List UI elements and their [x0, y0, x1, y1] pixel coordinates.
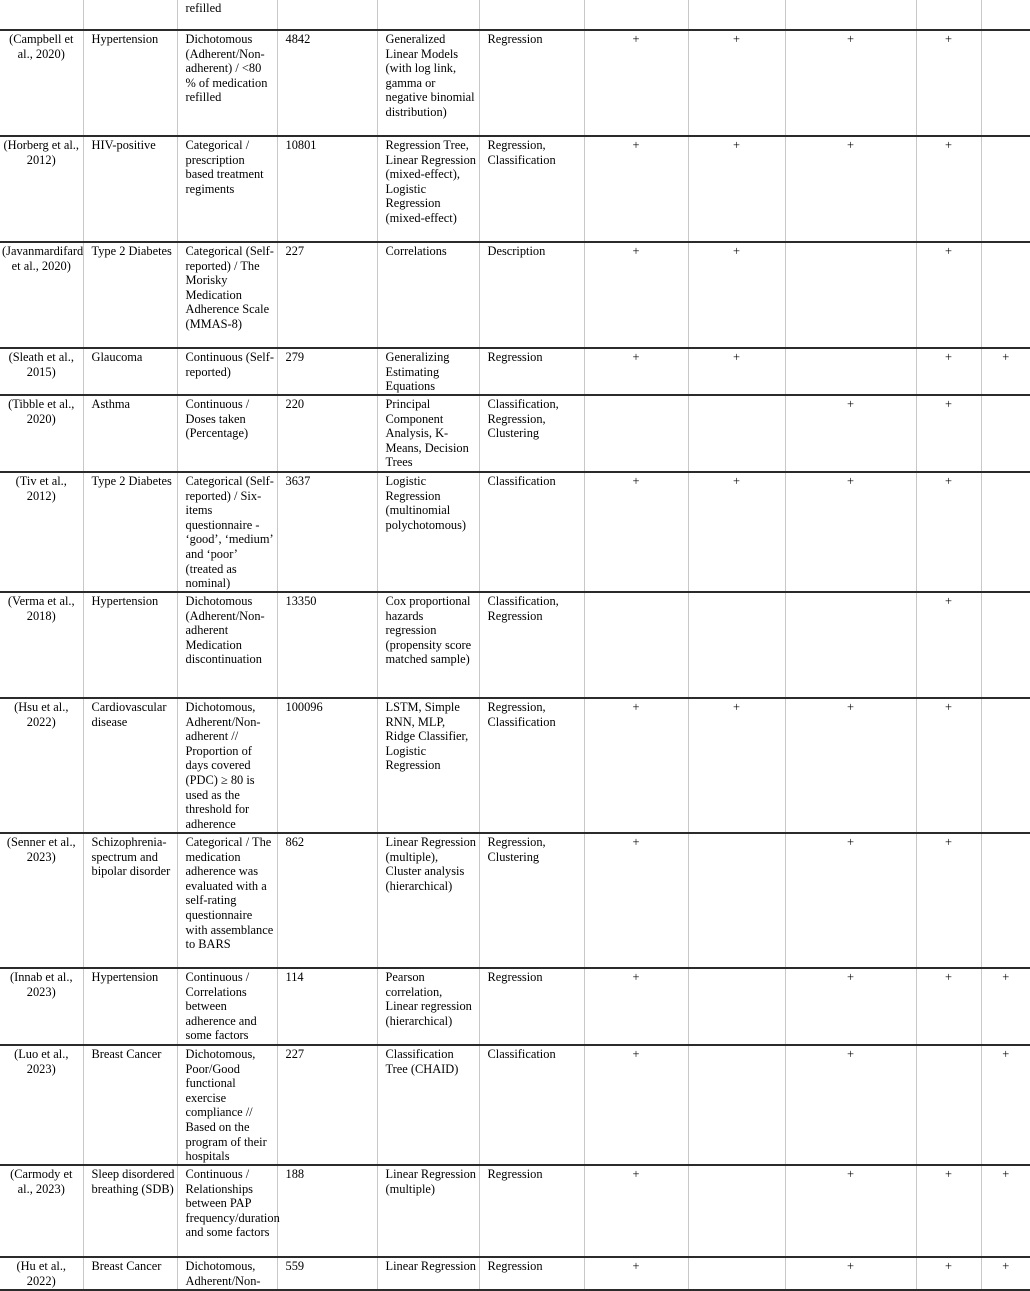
criterion-1-mark: + [584, 136, 688, 242]
criterion-2-mark [688, 833, 785, 968]
sample-size-cell [277, 0, 377, 30]
reference-cell: (Sleath et al., 2015) [8, 350, 74, 379]
table-row [0, 30, 1030, 136]
reference-cell: (Hu et al., 2022) [16, 1259, 67, 1288]
reference-cell: (Hsu et al., 2022) [14, 700, 69, 729]
criterion-3-mark: + [785, 472, 916, 592]
criterion-3-mark: + [785, 395, 916, 472]
table-row [0, 1045, 1030, 1165]
methods-cell: Generalizing Estimating Equations [377, 348, 479, 395]
adherence-measure-cell: Categorical / The medication adherence was evaluated with a self-rating questionnaire with assemblance to BARS [177, 833, 277, 968]
methods-cell: Linear Regression [377, 1257, 479, 1290]
methods-cell [377, 0, 479, 30]
reference-cell [0, 0, 83, 30]
criterion-4-mark: + [916, 833, 981, 968]
criterion-4-mark: + [916, 136, 981, 242]
task-cell: Classification [479, 472, 584, 592]
reference-cell: (Luo et al., 2023) [14, 1047, 69, 1076]
condition-cell: Schizophrenia-spectrum and bipolar disorder [83, 833, 177, 968]
criterion-3-mark: + [785, 30, 916, 136]
condition-cell: Hypertension [83, 968, 177, 1045]
criterion-5-mark [981, 592, 1030, 698]
criterion-5-mark [981, 242, 1030, 348]
condition-cell: Sleep disordered breathing (SDB) [83, 1165, 177, 1257]
criterion-2-mark: + [688, 348, 785, 395]
criterion-4-mark: + [916, 1165, 981, 1257]
table-row [0, 395, 1030, 472]
reference-cell: (Horberg et al., 2012) [3, 138, 79, 167]
condition-cell: Cardiovascular disease [83, 698, 177, 833]
adherence-measure-cell: Continuous / Relationships between PAP frequency/duration and some factors [177, 1165, 277, 1257]
criterion-1-mark [584, 592, 688, 698]
methods-cell: Linear Regression (multiple), Cluster analysis (hierarchical) [377, 833, 479, 968]
condition-cell: Glaucoma [83, 348, 177, 395]
methods-cell: Correlations [377, 242, 479, 348]
sample-size-cell: 227 [277, 1045, 377, 1165]
task-cell: Regression [479, 1165, 584, 1257]
criterion-5-mark: + [981, 1257, 1030, 1290]
criterion-1-mark [584, 0, 688, 30]
table-row [0, 242, 1030, 348]
criterion-5-mark: + [981, 1165, 1030, 1257]
reference-cell: (Javanmardifard et al., 2020) [2, 244, 84, 273]
task-cell: Regression [479, 1257, 584, 1290]
criterion-2-mark: + [688, 136, 785, 242]
methods-cell: Cox proportional hazards regression (propensity score matched sample) [377, 592, 479, 698]
adherence-measure-cell: Continuous (Self-reported) [177, 348, 277, 395]
adherence-measure-cell: Categorical (Self-reported) / Six-items questionnaire - ‘good’, ‘medium’ and ‘poor’ (treated as nominal) [177, 472, 277, 592]
table-row [0, 136, 1030, 242]
sample-size-cell: 220 [277, 395, 377, 472]
criterion-4-mark: + [916, 592, 981, 698]
condition-cell [83, 0, 177, 30]
reference-cell: (Verma et al., 2018) [7, 594, 75, 623]
sample-size-cell: 279 [277, 348, 377, 395]
table-row [0, 1257, 1030, 1290]
criterion-3-mark: + [785, 1257, 916, 1290]
table-row [0, 968, 1030, 1045]
methods-cell: Generalized Linear Models (with log link, gamma or negative binomial distribution) [377, 30, 479, 136]
criterion-3-mark [785, 242, 916, 348]
adherence-measure-cell: Categorical (Self-reported) / The Morisky Medication Adherence Scale (MMAS-8) [177, 242, 277, 348]
task-cell: Regression [479, 968, 584, 1045]
methods-cell: LSTM, Simple RNN, MLP, Ridge Classifier, Logistic Regression [377, 698, 479, 833]
criterion-1-mark: + [584, 968, 688, 1045]
sample-size-cell: 10801 [277, 136, 377, 242]
task-cell: Description [479, 242, 584, 348]
task-cell: Regression, Classification [479, 698, 584, 833]
adherence-measure-cell: Dichotomous, Adherent/Non-adherent // Proportion of days covered (PDC) ≥ 80 is used as the threshold for adherence [177, 698, 277, 833]
criterion-3-mark [785, 592, 916, 698]
criterion-4-mark: + [916, 698, 981, 833]
criterion-4-mark [916, 0, 981, 30]
table-row [0, 833, 1030, 968]
criterion-2-mark: + [688, 472, 785, 592]
criterion-3-mark: + [785, 1045, 916, 1165]
task-cell: Classification [479, 1045, 584, 1165]
table-row [0, 348, 1030, 395]
criterion-1-mark: + [584, 1257, 688, 1290]
sample-size-cell: 188 [277, 1165, 377, 1257]
criterion-3-mark: + [785, 1165, 916, 1257]
task-cell: Regression, Clustering [479, 833, 584, 968]
methods-cell: Logistic Regression (multinomial polychotomous) [377, 472, 479, 592]
methods-cell: Linear Regression (multiple) [377, 1165, 479, 1257]
criterion-4-mark: + [916, 348, 981, 395]
task-cell: Classification, Regression, Clustering [479, 395, 584, 472]
criterion-4-mark: + [916, 472, 981, 592]
methods-cell: Regression Tree, Linear Regression (mixed-effect), Logistic Regression (mixed-effect) [377, 136, 479, 242]
criterion-4-mark: + [916, 242, 981, 348]
reference-cell: (Senner et al., 2023) [6, 835, 76, 864]
criterion-3-mark: + [785, 698, 916, 833]
reference-cell: (Innab et al., 2023) [9, 970, 73, 999]
criterion-2-mark [688, 968, 785, 1045]
reference-cell: (Tiv et al., 2012) [15, 474, 67, 503]
criterion-2-mark [688, 0, 785, 30]
criterion-1-mark: + [584, 348, 688, 395]
adherence-measure-cell: Dichotomous (Adherent/Non-adherent) / <80 % of medication refilled [177, 30, 277, 136]
criterion-1-mark: + [584, 833, 688, 968]
adherence-measure-cell: Dichotomous, Adherent/Non- [177, 1257, 277, 1290]
adherence-measure-cell: Categorical / prescription based treatment regiments [177, 136, 277, 242]
condition-cell: HIV-positive [83, 136, 177, 242]
table-row [0, 472, 1030, 592]
sample-size-cell: 4842 [277, 30, 377, 136]
criterion-5-mark [981, 833, 1030, 968]
criterion-2-mark: + [688, 242, 785, 348]
criterion-5-mark [981, 472, 1030, 592]
reference-cell: (Carmody et al., 2023) [10, 1167, 73, 1196]
criterion-3-mark: + [785, 968, 916, 1045]
table-row [0, 698, 1030, 833]
criterion-1-mark: + [584, 1045, 688, 1165]
criterion-4-mark [916, 1045, 981, 1165]
condition-cell: Breast Cancer [83, 1045, 177, 1165]
condition-cell: Type 2 Diabetes [83, 472, 177, 592]
criterion-3-mark [785, 348, 916, 395]
condition-cell: Hypertension [83, 592, 177, 698]
sample-size-cell: 114 [277, 968, 377, 1045]
criterion-5-mark: + [981, 968, 1030, 1045]
task-cell: Regression [479, 30, 584, 136]
criterion-3-mark [785, 0, 916, 30]
adherence-measure-cell: Dichotomous (Adherent/Non-adherent Medication discontinuation [177, 592, 277, 698]
criterion-4-mark: + [916, 395, 981, 472]
methods-cell: Classification Tree (CHAID) [377, 1045, 479, 1165]
criterion-5-mark: + [981, 348, 1030, 395]
sample-size-cell: 3637 [277, 472, 377, 592]
criterion-1-mark: + [584, 242, 688, 348]
reference-cell: (Tibble et al., 2020) [8, 397, 75, 426]
criterion-2-mark [688, 1165, 785, 1257]
criterion-5-mark [981, 698, 1030, 833]
adherence-measure-cell: Dichotomous, Poor/Good functional exercise compliance // Based on the program of their hospitals [177, 1045, 277, 1165]
criterion-5-mark [981, 395, 1030, 472]
criterion-4-mark: + [916, 968, 981, 1045]
criterion-1-mark [584, 395, 688, 472]
task-cell [479, 0, 584, 30]
condition-cell: Hypertension [83, 30, 177, 136]
methods-cell: Principal Component Analysis, K-Means, Decision Trees [377, 395, 479, 472]
adherence-measure-cell: Continuous / Doses taken (Percentage) [177, 395, 277, 472]
table-row [0, 0, 1030, 30]
criterion-2-mark: + [688, 698, 785, 833]
sample-size-cell: 559 [277, 1257, 377, 1290]
condition-cell: Asthma [83, 395, 177, 472]
task-cell: Classification, Regression [479, 592, 584, 698]
criterion-1-mark: + [584, 1165, 688, 1257]
task-cell: Regression, Classification [479, 136, 584, 242]
sample-size-cell: 100096 [277, 698, 377, 833]
criterion-5-mark: + [981, 1045, 1030, 1165]
table-row [0, 1165, 1030, 1257]
sample-size-cell: 227 [277, 242, 377, 348]
criterion-4-mark: + [916, 1257, 981, 1290]
condition-cell: Breast Cancer [83, 1257, 177, 1290]
criterion-1-mark: + [584, 698, 688, 833]
criterion-1-mark: + [584, 30, 688, 136]
adherence-measure-cell: Continuous / Correlations between adherence and some factors [177, 968, 277, 1045]
criterion-2-mark [688, 395, 785, 472]
methods-cell: Pearson correlation, Linear regression (hierarchical) [377, 968, 479, 1045]
criterion-2-mark [688, 592, 785, 698]
criterion-5-mark [981, 30, 1030, 136]
criterion-3-mark: + [785, 136, 916, 242]
task-cell: Regression [479, 348, 584, 395]
adherence-measure-cell: refilled [177, 0, 277, 30]
sample-size-cell: 862 [277, 833, 377, 968]
table-row [0, 592, 1030, 698]
criterion-4-mark: + [916, 30, 981, 136]
criterion-2-mark [688, 1257, 785, 1290]
criterion-5-mark [981, 136, 1030, 242]
criterion-1-mark: + [584, 472, 688, 592]
reference-cell: (Campbell et al., 2020) [9, 32, 74, 61]
condition-cell: Type 2 Diabetes [83, 242, 177, 348]
sample-size-cell: 13350 [277, 592, 377, 698]
criterion-5-mark [981, 0, 1030, 30]
criterion-3-mark: + [785, 833, 916, 968]
criterion-2-mark [688, 1045, 785, 1165]
criterion-2-mark: + [688, 30, 785, 136]
